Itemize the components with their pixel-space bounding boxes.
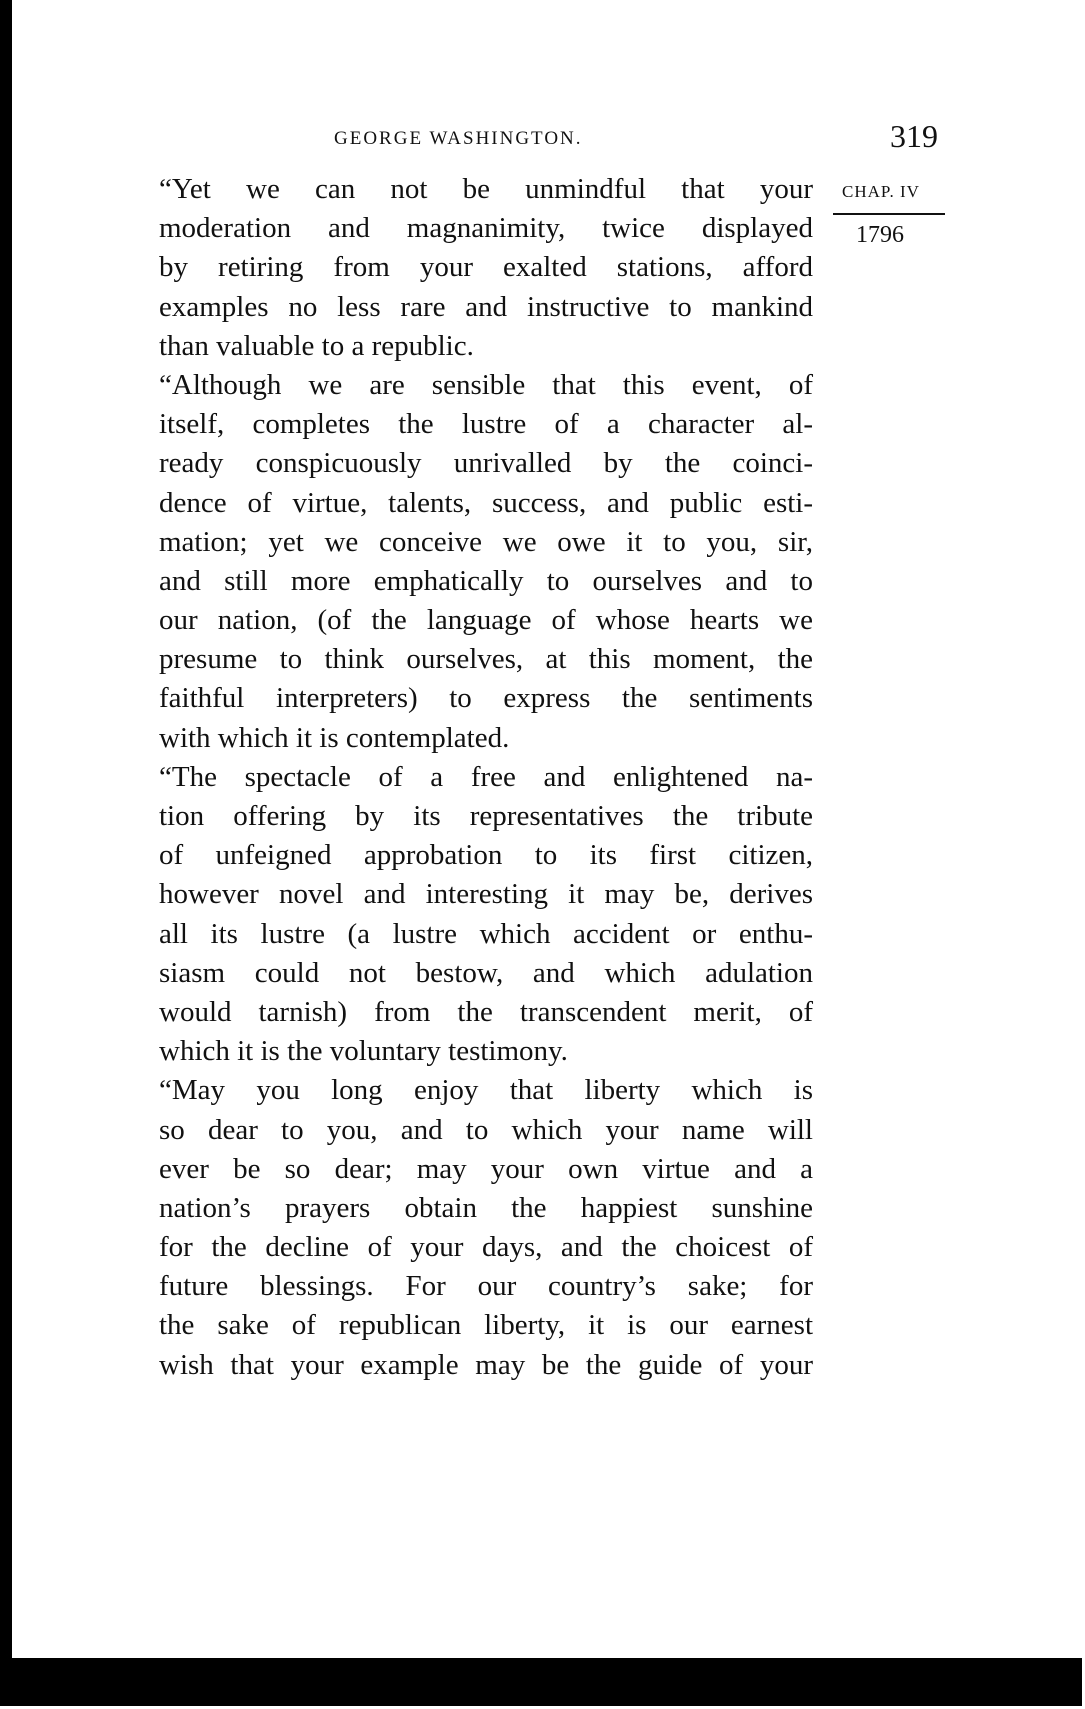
text-line: faithful interpreters) to express the sentiments [159, 682, 813, 715]
text-line: “Although we are sensible that this event, of [159, 368, 813, 401]
margin-chapter: CHAP. IV [842, 182, 920, 201]
text-line: ever be so dear; may your own virtue and a [159, 1152, 813, 1185]
text-line: “May you long enjoy that liberty which is [159, 1074, 813, 1107]
text-line: examples no less rare and instructive to mankind [159, 290, 813, 323]
text-line: however novel and interesting it may be, derives [159, 878, 813, 911]
text-line: which it is the voluntary testimony. [159, 1035, 568, 1068]
scan-bottom-edge [0, 1658, 1082, 1706]
text-line: the sake of republican liberty, it is our earnest [159, 1309, 813, 1342]
text-line: ready conspicuously unrivalled by the coinci- [159, 447, 813, 480]
text-line: than valuable to a republic. [159, 329, 474, 362]
text-line: future blessings. For our country’s sake; for [159, 1270, 813, 1303]
text-line: tion offering by its representatives the tribute [159, 800, 813, 832]
text-line: dence of virtue, talents, success, and public esti- [159, 486, 813, 519]
text-line: of unfeigned approbation to its first citizen, [159, 839, 813, 872]
text-line: our nation, (of the language of whose hearts we [159, 604, 813, 637]
text-line: so dear to you, and to which your name will [159, 1113, 813, 1146]
text-line: itself, completes the lustre of a character al- [159, 408, 813, 441]
running-head: GEORGE WASHINGTON. [334, 128, 583, 149]
text-line: moderation and magnanimity, twice displayed [159, 212, 813, 245]
text-line: would tarnish) from the transcendent merit, of [159, 995, 813, 1028]
text-line: presume to think ourselves, at this moment, the [159, 643, 813, 676]
text-line: siasm could not bestow, and which adulation [159, 956, 813, 989]
text-line: with which it is contemplated. [159, 721, 510, 754]
body-text [159, 170, 813, 1385]
text-line: mation; yet we conceive we owe it to you, sir, [159, 525, 813, 558]
text-line: and still more emphatically to ourselves and to [159, 564, 813, 597]
text-line: for the decline of your days, and the choicest of [159, 1231, 813, 1264]
text-line: nation’s prayers obtain the happiest sunshine [159, 1191, 813, 1224]
scan-left-edge [0, 0, 12, 1665]
text-line: “The spectacle of a free and enlightened na- [159, 760, 813, 793]
text-line: by retiring from your exalted stations, afford [159, 251, 813, 284]
text-line: wish that your example may be the guide of your [159, 1348, 813, 1381]
margin-rule [833, 213, 945, 215]
page-number: 319 [890, 118, 938, 154]
text-line: “Yet we can not be unmindful that your [159, 173, 813, 205]
text-line: all its lustre (a lustre which accident or enthu- [159, 917, 813, 950]
margin-year: 1796 [856, 222, 904, 248]
